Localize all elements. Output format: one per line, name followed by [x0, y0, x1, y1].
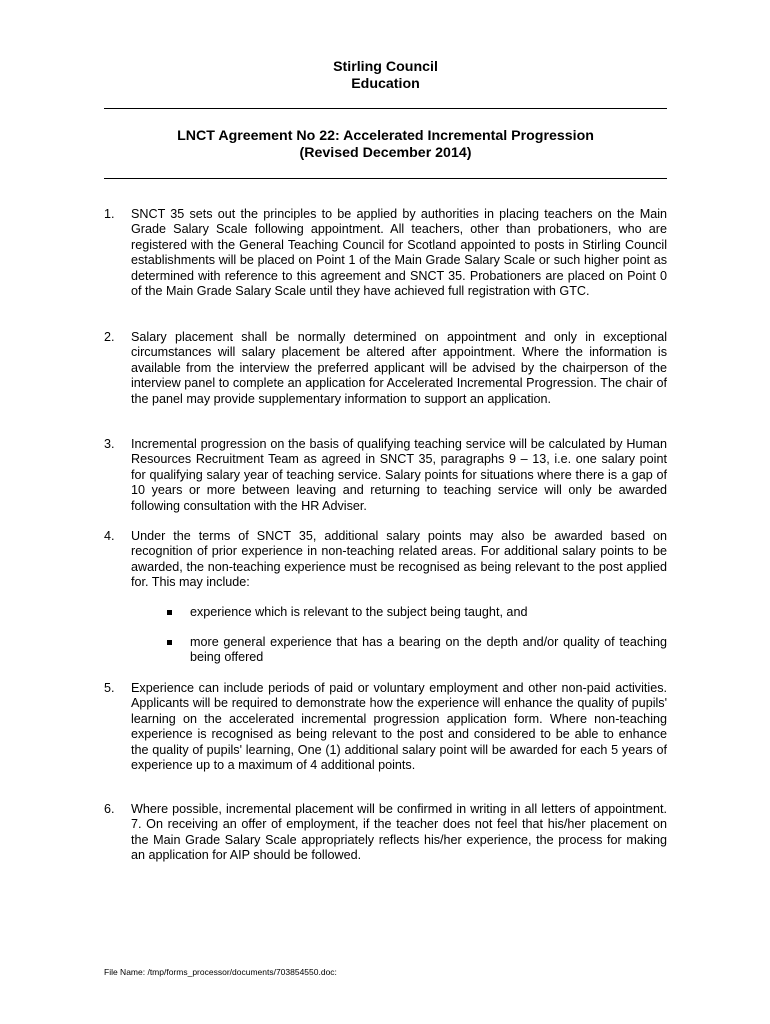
list-item [104, 330, 667, 407]
department-name: Education [351, 76, 420, 92]
list-item [104, 529, 667, 591]
title-divider [104, 178, 667, 179]
list-item [104, 207, 667, 299]
bullet-square-icon [167, 610, 172, 615]
bullet-text: experience which is relevant to the subject being taught, and [190, 605, 528, 619]
document-title-revision: (Revised December 2014) [299, 145, 472, 161]
list-item [104, 802, 667, 864]
bullet-item [167, 605, 667, 620]
list-item-number: 5. [104, 681, 115, 695]
list-item [104, 437, 667, 514]
list-item-text: Incremental progression on the basis of qualifying teaching service will be calculated by Human Resources Recruitment Team as agreed in SNCT 35, paragraphs 9 – 13, i.e. one salary point for qualifying salary year of teaching service. Salary points for situations where there is a gap of 10 years or more between leaving and returning to teaching service will only be awarded following consultation with the HR Adviser. [131, 437, 667, 513]
organisation-heading [104, 59, 667, 93]
list-item-number: 4. [104, 529, 115, 543]
list-item-text: Salary placement shall be normally determined on appointment and only in exceptional circumstances will salary placement be altered after appointment. Where the information is available from the interview the preferred applicant will be advised by the chairperson of the interview panel to complete an application for Accelerated Incremental Progression. The chair of the panel may provide supplementary information to support an application. [131, 330, 667, 406]
file-name-footer: File Name: /tmp/forms_processor/documents/703854550.doc: [104, 967, 337, 977]
list-item-text: Under the terms of SNCT 35, additional salary points may also be awarded based on recognition of prior experience in non-teaching related areas. For additional salary points to be awarded, the non-teaching experience must be recognised as being relevant to the post applied for. This may include: [131, 529, 667, 590]
list-item-text: SNCT 35 sets out the principles to be applied by authorities in placing teachers on the Main Grade Salary Scale following appointment. All teachers, other than probationers, who are registered with the General Teaching Council for Scotland appointed to posts in Stirling Council establishments will be placed on Point 1 of the Main Grade Salary Scale or such higher point as determined with reference to this agreement and SNCT 35. Probationers are placed on Point 0 of the Main Grade Salary Scale until they have achieved full registration with GTC. [131, 207, 667, 299]
bullet-square-icon [167, 640, 172, 645]
bullet-item [167, 635, 667, 666]
list-item [104, 681, 667, 773]
list-item-text: Experience can include periods of paid or voluntary employment and other non-paid activities. Applicants will be required to demonstrate how the experience will enhance the quality of pupils' learning on the accelerated incremental progression application form. Where non-teaching experience is recognised as being relevant to the post and considered to be able to enhance the quality of pupils' learning, One (1) additional salary point will be awarded for each 5 years of experience up to a maximum of 4 additional points. [131, 681, 667, 773]
list-item-number: 6. [104, 802, 115, 816]
organisation-name: Stirling Council [333, 59, 438, 75]
bullet-text: more general experience that has a bearing on the depth and/or quality of teaching being offered [190, 635, 667, 665]
list-item-text: Where possible, incremental placement will be confirmed in writing in all letters of appointment. 7. On receiving an offer of employment, if the teacher does not feel that his/her placement on the Main Grade Salary Scale appropriately reflects his/her experience, the process for making an application for AIP should be followed. [131, 802, 667, 863]
list-item-number: 1. [104, 207, 115, 221]
document-title [104, 128, 667, 162]
list-item-number: 3. [104, 437, 115, 451]
document-title-main: LNCT Agreement No 22: Accelerated Incremental Progression [177, 128, 594, 144]
list-item-number: 2. [104, 330, 115, 344]
top-divider [104, 108, 667, 109]
